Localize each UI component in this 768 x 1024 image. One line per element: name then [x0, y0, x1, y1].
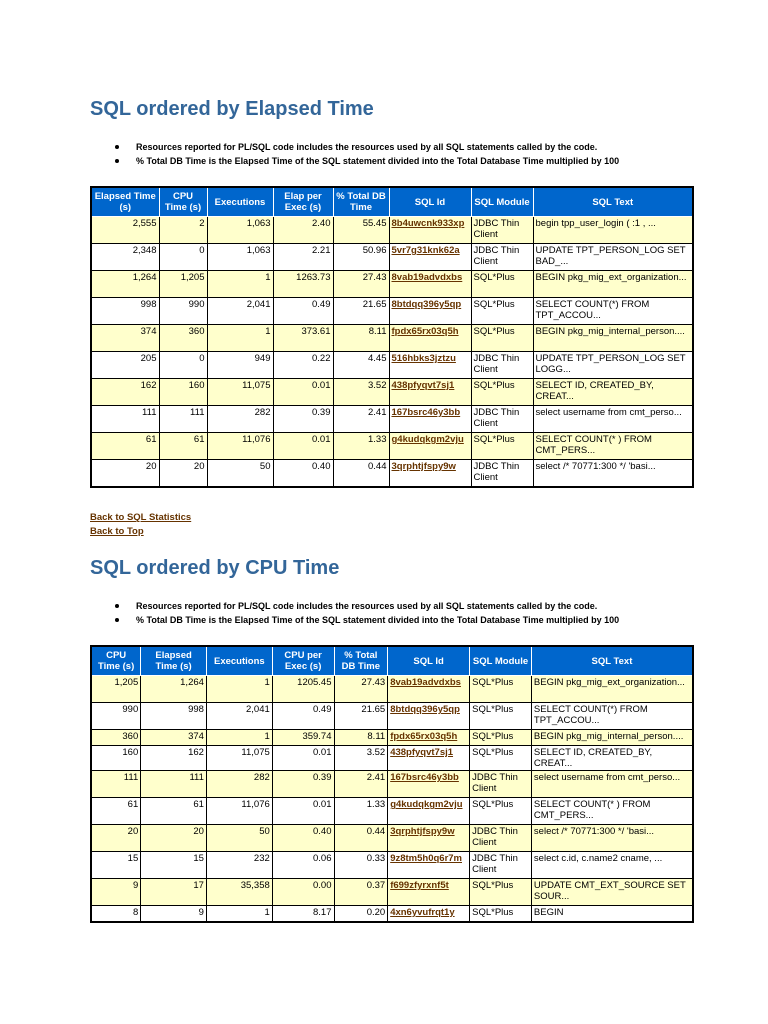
sql-module-cell: JDBC Thin Client: [470, 825, 532, 852]
sql-module-cell: SQL*Plus: [470, 906, 532, 922]
sql-id-link[interactable]: 9z8tm5h0q6r7m: [390, 853, 462, 864]
numeric-cell: 8.11: [333, 325, 389, 352]
numeric-cell: 359.74: [272, 730, 334, 746]
nav-links: [90, 511, 191, 539]
note-item: [90, 599, 619, 613]
numeric-cell: 111: [91, 406, 159, 433]
table-row: [91, 676, 693, 703]
sql-text-cell: begin tpp_user_login ( :1 , ...: [533, 217, 693, 244]
column-header: % Total DB Time: [333, 187, 389, 217]
column-header: Executions: [206, 646, 272, 676]
sql-text-cell: BEGIN pkg_mig_internal_person....: [531, 730, 693, 746]
numeric-cell: 15: [91, 852, 141, 879]
numeric-cell: 4.45: [333, 352, 389, 379]
numeric-cell: 1,264: [91, 271, 159, 298]
table-row: [91, 244, 693, 271]
numeric-cell: 2.41: [333, 406, 389, 433]
sql-id-cell: [388, 798, 470, 825]
sql-module-cell: JDBC Thin Client: [471, 460, 533, 487]
column-header: Elapsed Time (s): [91, 187, 159, 217]
sql-id-cell: [389, 379, 471, 406]
numeric-cell: 3.52: [334, 746, 388, 771]
sql-id-cell: [389, 433, 471, 460]
sql-id-link[interactable]: 8vab19advdxbs: [390, 677, 461, 688]
numeric-cell: 20: [159, 460, 207, 487]
numeric-cell: 160: [159, 379, 207, 406]
numeric-cell: 0: [159, 244, 207, 271]
sql-id-link[interactable]: 3qrphtjfspy9w: [390, 826, 455, 837]
bullet-icon: [115, 159, 119, 163]
numeric-cell: 3.52: [333, 379, 389, 406]
numeric-cell: 1: [207, 271, 273, 298]
sql-text-cell: BEGIN pkg_mig_ext_organization...: [531, 676, 693, 703]
column-header: SQL Id: [388, 646, 470, 676]
column-header: SQL Id: [389, 187, 471, 217]
note-text: Resources reported for PL/SQL code includes the resources used by all SQL statements called by the code.: [136, 601, 598, 611]
sql-text-cell: select username from cmt_perso...: [533, 406, 693, 433]
numeric-cell: 0.01: [273, 433, 333, 460]
numeric-cell: 0: [159, 352, 207, 379]
sql-module-cell: SQL*Plus: [471, 433, 533, 460]
sql-id-cell: [389, 271, 471, 298]
numeric-cell: 111: [91, 771, 141, 798]
numeric-cell: 1,063: [207, 217, 273, 244]
sql-id-link[interactable]: 8vab19advdxbs: [391, 272, 463, 283]
numeric-cell: 360: [91, 730, 141, 746]
numeric-cell: 990: [91, 703, 141, 730]
sql-text-cell: BEGIN: [531, 906, 693, 922]
sql-module-cell: JDBC Thin Client: [471, 352, 533, 379]
sql-text-cell: SELECT ID, CREATED_BY, CREAT...: [531, 746, 693, 771]
numeric-cell: 160: [91, 746, 141, 771]
sql-id-link[interactable]: 8b4uwcnk933xp: [391, 218, 465, 229]
sql-id-cell: [388, 746, 470, 771]
sql-text-cell: select /* 70771:300 */ 'basi...: [531, 825, 693, 852]
numeric-cell: 0.20: [334, 906, 388, 922]
numeric-cell: 2.21: [273, 244, 333, 271]
numeric-cell: 282: [207, 406, 273, 433]
numeric-cell: 0.06: [272, 852, 334, 879]
table-row: [91, 852, 693, 879]
numeric-cell: 61: [141, 798, 207, 825]
numeric-cell: 8.17: [272, 906, 334, 922]
numeric-cell: 50: [207, 460, 273, 487]
column-header: CPU per Exec (s): [272, 646, 334, 676]
sql-id-link[interactable]: g4kudqkgm2vju: [391, 434, 464, 445]
sql-text-cell: SELECT COUNT(*) FROM TPT_ACCOU...: [531, 703, 693, 730]
numeric-cell: 0.39: [272, 771, 334, 798]
numeric-cell: 111: [141, 771, 207, 798]
sql-id-cell: [388, 879, 470, 906]
numeric-cell: 9: [141, 906, 207, 922]
numeric-cell: 1263.73: [273, 271, 333, 298]
sql-module-cell: JDBC Thin Client: [471, 217, 533, 244]
sql-module-cell: JDBC Thin Client: [470, 852, 532, 879]
note-item: [90, 613, 619, 627]
numeric-cell: 11,076: [206, 798, 272, 825]
sql-module-cell: SQL*Plus: [471, 298, 533, 325]
sql-text-cell: UPDATE TPT_PERSON_LOG SET BAD_...: [533, 244, 693, 271]
table-row: [91, 730, 693, 746]
sql-text-cell: SELECT COUNT(* ) FROM CMT_PERS...: [533, 433, 693, 460]
table-row: [91, 406, 693, 433]
sql-id-link[interactable]: fpdx65rx03q5h: [390, 731, 458, 742]
table-header-row: [91, 646, 693, 676]
sql-text-cell: UPDATE CMT_EXT_SOURCE SET SOUR...: [531, 879, 693, 906]
sql-module-cell: SQL*Plus: [470, 879, 532, 906]
sql-id-link[interactable]: 4xn6yvufrqt1y: [390, 907, 455, 918]
numeric-cell: 1: [206, 730, 272, 746]
sql-id-link[interactable]: 5vr7g31knk62a: [391, 245, 460, 256]
numeric-cell: 21.65: [334, 703, 388, 730]
numeric-cell: 8: [91, 906, 141, 922]
sql-id-cell: [388, 703, 470, 730]
numeric-cell: 61: [91, 798, 141, 825]
numeric-cell: 2,041: [206, 703, 272, 730]
sql-id-cell: [388, 771, 470, 798]
numeric-cell: 1: [207, 325, 273, 352]
note-item: [90, 140, 619, 154]
numeric-cell: 0.44: [334, 825, 388, 852]
numeric-cell: 35,358: [206, 879, 272, 906]
numeric-cell: 1: [206, 906, 272, 922]
numeric-cell: 1: [206, 676, 272, 703]
numeric-cell: 990: [159, 298, 207, 325]
sql-id-link[interactable]: 3qrphtjfspy9w: [391, 461, 456, 472]
sql-module-cell: SQL*Plus: [470, 703, 532, 730]
table-row: [91, 379, 693, 406]
table-row: [91, 352, 693, 379]
sql-text-cell: BEGIN pkg_mig_ext_organization...: [533, 271, 693, 298]
numeric-cell: 0.49: [273, 298, 333, 325]
table-row: [91, 771, 693, 798]
numeric-cell: 0.40: [272, 825, 334, 852]
notes-list: [90, 140, 619, 168]
table-row: [91, 879, 693, 906]
bullet-icon: [115, 145, 119, 149]
sql-module-cell: SQL*Plus: [470, 798, 532, 825]
numeric-cell: 162: [141, 746, 207, 771]
numeric-cell: 0.44: [333, 460, 389, 487]
sql-id-cell: [389, 460, 471, 487]
numeric-cell: 2.40: [273, 217, 333, 244]
elapsed-time-table: [90, 186, 694, 488]
table-row: [91, 798, 693, 825]
numeric-cell: 374: [91, 325, 159, 352]
numeric-cell: 205: [91, 352, 159, 379]
numeric-cell: 111: [159, 406, 207, 433]
column-header: Elapsed Time (s): [141, 646, 207, 676]
sql-module-cell: JDBC Thin Client: [470, 771, 532, 798]
numeric-cell: 373.61: [273, 325, 333, 352]
sql-module-cell: SQL*Plus: [470, 746, 532, 771]
numeric-cell: 162: [91, 379, 159, 406]
sql-id-cell: [389, 406, 471, 433]
sql-id-link[interactable]: 8btdqq396y5qp: [391, 299, 462, 310]
numeric-cell: 11,076: [207, 433, 273, 460]
numeric-cell: 1,063: [207, 244, 273, 271]
back-to-sql-statistics-link[interactable]: Back to SQL Statistics: [90, 512, 192, 523]
sql-id-link[interactable]: 438pfyqvt7sj1: [391, 380, 455, 391]
table-row: [91, 217, 693, 244]
numeric-cell: 11,075: [206, 746, 272, 771]
numeric-cell: 360: [159, 325, 207, 352]
sql-id-link[interactable]: fpdx65rx03q5h: [391, 326, 459, 337]
table-header-row: [91, 187, 693, 217]
numeric-cell: 21.65: [333, 298, 389, 325]
table-row: [91, 271, 693, 298]
notes-list: [90, 599, 619, 627]
numeric-cell: 2,348: [91, 244, 159, 271]
sql-module-cell: SQL*Plus: [470, 676, 532, 703]
sql-id-cell: [389, 298, 471, 325]
numeric-cell: 2: [159, 217, 207, 244]
numeric-cell: 2,555: [91, 217, 159, 244]
sql-text-cell: UPDATE TPT_PERSON_LOG SET LOGG...: [533, 352, 693, 379]
note-text: Resources reported for PL/SQL code includes the resources used by all SQL statements called by the code.: [136, 142, 598, 152]
column-header: % Total DB Time: [334, 646, 388, 676]
section-elapsed-time: [90, 97, 694, 483]
note-text: % Total DB Time is the Elapsed Time of the SQL statement divided into the Total Database Time multiplied by 100: [136, 156, 620, 166]
sql-id-link[interactable]: g4kudqkgm2vju: [390, 799, 463, 810]
numeric-cell: 0.49: [272, 703, 334, 730]
sql-id-cell: [389, 325, 471, 352]
numeric-cell: 0.22: [273, 352, 333, 379]
sql-id-cell: [389, 352, 471, 379]
numeric-cell: 1,205: [91, 676, 141, 703]
numeric-cell: 20: [91, 460, 159, 487]
numeric-cell: 1.33: [334, 798, 388, 825]
column-header: Elap per Exec (s): [273, 187, 333, 217]
numeric-cell: 61: [91, 433, 159, 460]
numeric-cell: 998: [91, 298, 159, 325]
numeric-cell: 50.96: [333, 244, 389, 271]
sql-id-link[interactable]: f699zfyrxnf5t: [390, 880, 449, 891]
table-row: [91, 433, 693, 460]
numeric-cell: 0.01: [272, 798, 334, 825]
numeric-cell: 11,075: [207, 379, 273, 406]
sql-text-cell: select /* 70771:300 */ 'basi...: [533, 460, 693, 487]
numeric-cell: 0.40: [273, 460, 333, 487]
sql-id-cell: [388, 852, 470, 879]
sql-id-link[interactable]: 167bsrc46y3bb: [390, 772, 459, 783]
numeric-cell: 0.01: [272, 746, 334, 771]
sql-id-cell: [388, 730, 470, 746]
table-row: [91, 906, 693, 922]
numeric-cell: 1,205: [159, 271, 207, 298]
column-header: CPU Time (s): [159, 187, 207, 217]
sql-module-cell: JDBC Thin Client: [471, 244, 533, 271]
numeric-cell: 1,264: [141, 676, 207, 703]
column-header: Executions: [207, 187, 273, 217]
numeric-cell: 17: [141, 879, 207, 906]
numeric-cell: 0.01: [273, 379, 333, 406]
numeric-cell: 374: [141, 730, 207, 746]
table-row: [91, 825, 693, 852]
sql-id-cell: [389, 244, 471, 271]
numeric-cell: 50: [206, 825, 272, 852]
sql-text-cell: SELECT COUNT(*) FROM TPT_ACCOU...: [533, 298, 693, 325]
column-header: SQL Text: [531, 646, 693, 676]
cpu-time-table: [90, 645, 694, 923]
numeric-cell: 8.11: [334, 730, 388, 746]
numeric-cell: 55.45: [333, 217, 389, 244]
column-header: SQL Module: [470, 646, 532, 676]
sql-id-link[interactable]: 438pfyqvt7sj1: [390, 747, 454, 758]
numeric-cell: 20: [91, 825, 141, 852]
numeric-cell: 15: [141, 852, 207, 879]
column-header: SQL Text: [533, 187, 693, 217]
sql-module-cell: SQL*Plus: [471, 271, 533, 298]
bullet-icon: [115, 604, 119, 608]
sql-text-cell: select username from cmt_perso...: [531, 771, 693, 798]
sql-module-cell: SQL*Plus: [471, 325, 533, 352]
sql-id-cell: [388, 825, 470, 852]
sql-text-cell: BEGIN pkg_mig_internal_person....: [533, 325, 693, 352]
bullet-icon: [115, 618, 119, 622]
numeric-cell: 0.37: [334, 879, 388, 906]
numeric-cell: 949: [207, 352, 273, 379]
numeric-cell: 9: [91, 879, 141, 906]
numeric-cell: 1205.45: [272, 676, 334, 703]
numeric-cell: 2.41: [334, 771, 388, 798]
column-header: SQL Module: [471, 187, 533, 217]
numeric-cell: 1.33: [333, 433, 389, 460]
sql-id-link[interactable]: 167bsrc46y3bb: [391, 407, 461, 418]
sql-text-cell: SELECT COUNT(* ) FROM CMT_PERS...: [531, 798, 693, 825]
back-to-top-link[interactable]: Back to Top: [90, 526, 144, 537]
section-title: SQL ordered by CPU Time: [90, 557, 340, 579]
section-title: SQL ordered by Elapsed Time: [90, 98, 374, 120]
table-row: [91, 460, 693, 487]
numeric-cell: 0.00: [272, 879, 334, 906]
sql-id-cell: [389, 217, 471, 244]
table-row: [91, 298, 693, 325]
section-cpu-time: [90, 556, 694, 918]
sql-module-cell: SQL*Plus: [470, 730, 532, 746]
numeric-cell: 2,041: [207, 298, 273, 325]
numeric-cell: 20: [141, 825, 207, 852]
numeric-cell: 27.43: [333, 271, 389, 298]
table-row: [91, 325, 693, 352]
sql-id-link[interactable]: 8btdqq396y5qp: [390, 704, 460, 715]
column-header: CPU Time (s): [91, 646, 141, 676]
sql-id-link[interactable]: 516hbks3jztzu: [391, 353, 456, 364]
sql-module-cell: SQL*Plus: [471, 379, 533, 406]
numeric-cell: 0.39: [273, 406, 333, 433]
numeric-cell: 232: [206, 852, 272, 879]
note-item: [90, 154, 619, 168]
numeric-cell: 61: [159, 433, 207, 460]
table-row: [91, 746, 693, 771]
sql-text-cell: SELECT ID, CREATED_BY, CREAT...: [533, 379, 693, 406]
table-row: [91, 703, 693, 730]
note-text: % Total DB Time is the Elapsed Time of the SQL statement divided into the Total Database Time multiplied by 100: [136, 615, 620, 625]
numeric-cell: 27.43: [334, 676, 388, 703]
numeric-cell: 998: [141, 703, 207, 730]
sql-id-cell: [388, 676, 470, 703]
numeric-cell: 282: [206, 771, 272, 798]
sql-text-cell: select c.id, c.name2 cname, ...: [531, 852, 693, 879]
sql-module-cell: JDBC Thin Client: [471, 406, 533, 433]
numeric-cell: 0.33: [334, 852, 388, 879]
sql-id-cell: [388, 906, 470, 922]
